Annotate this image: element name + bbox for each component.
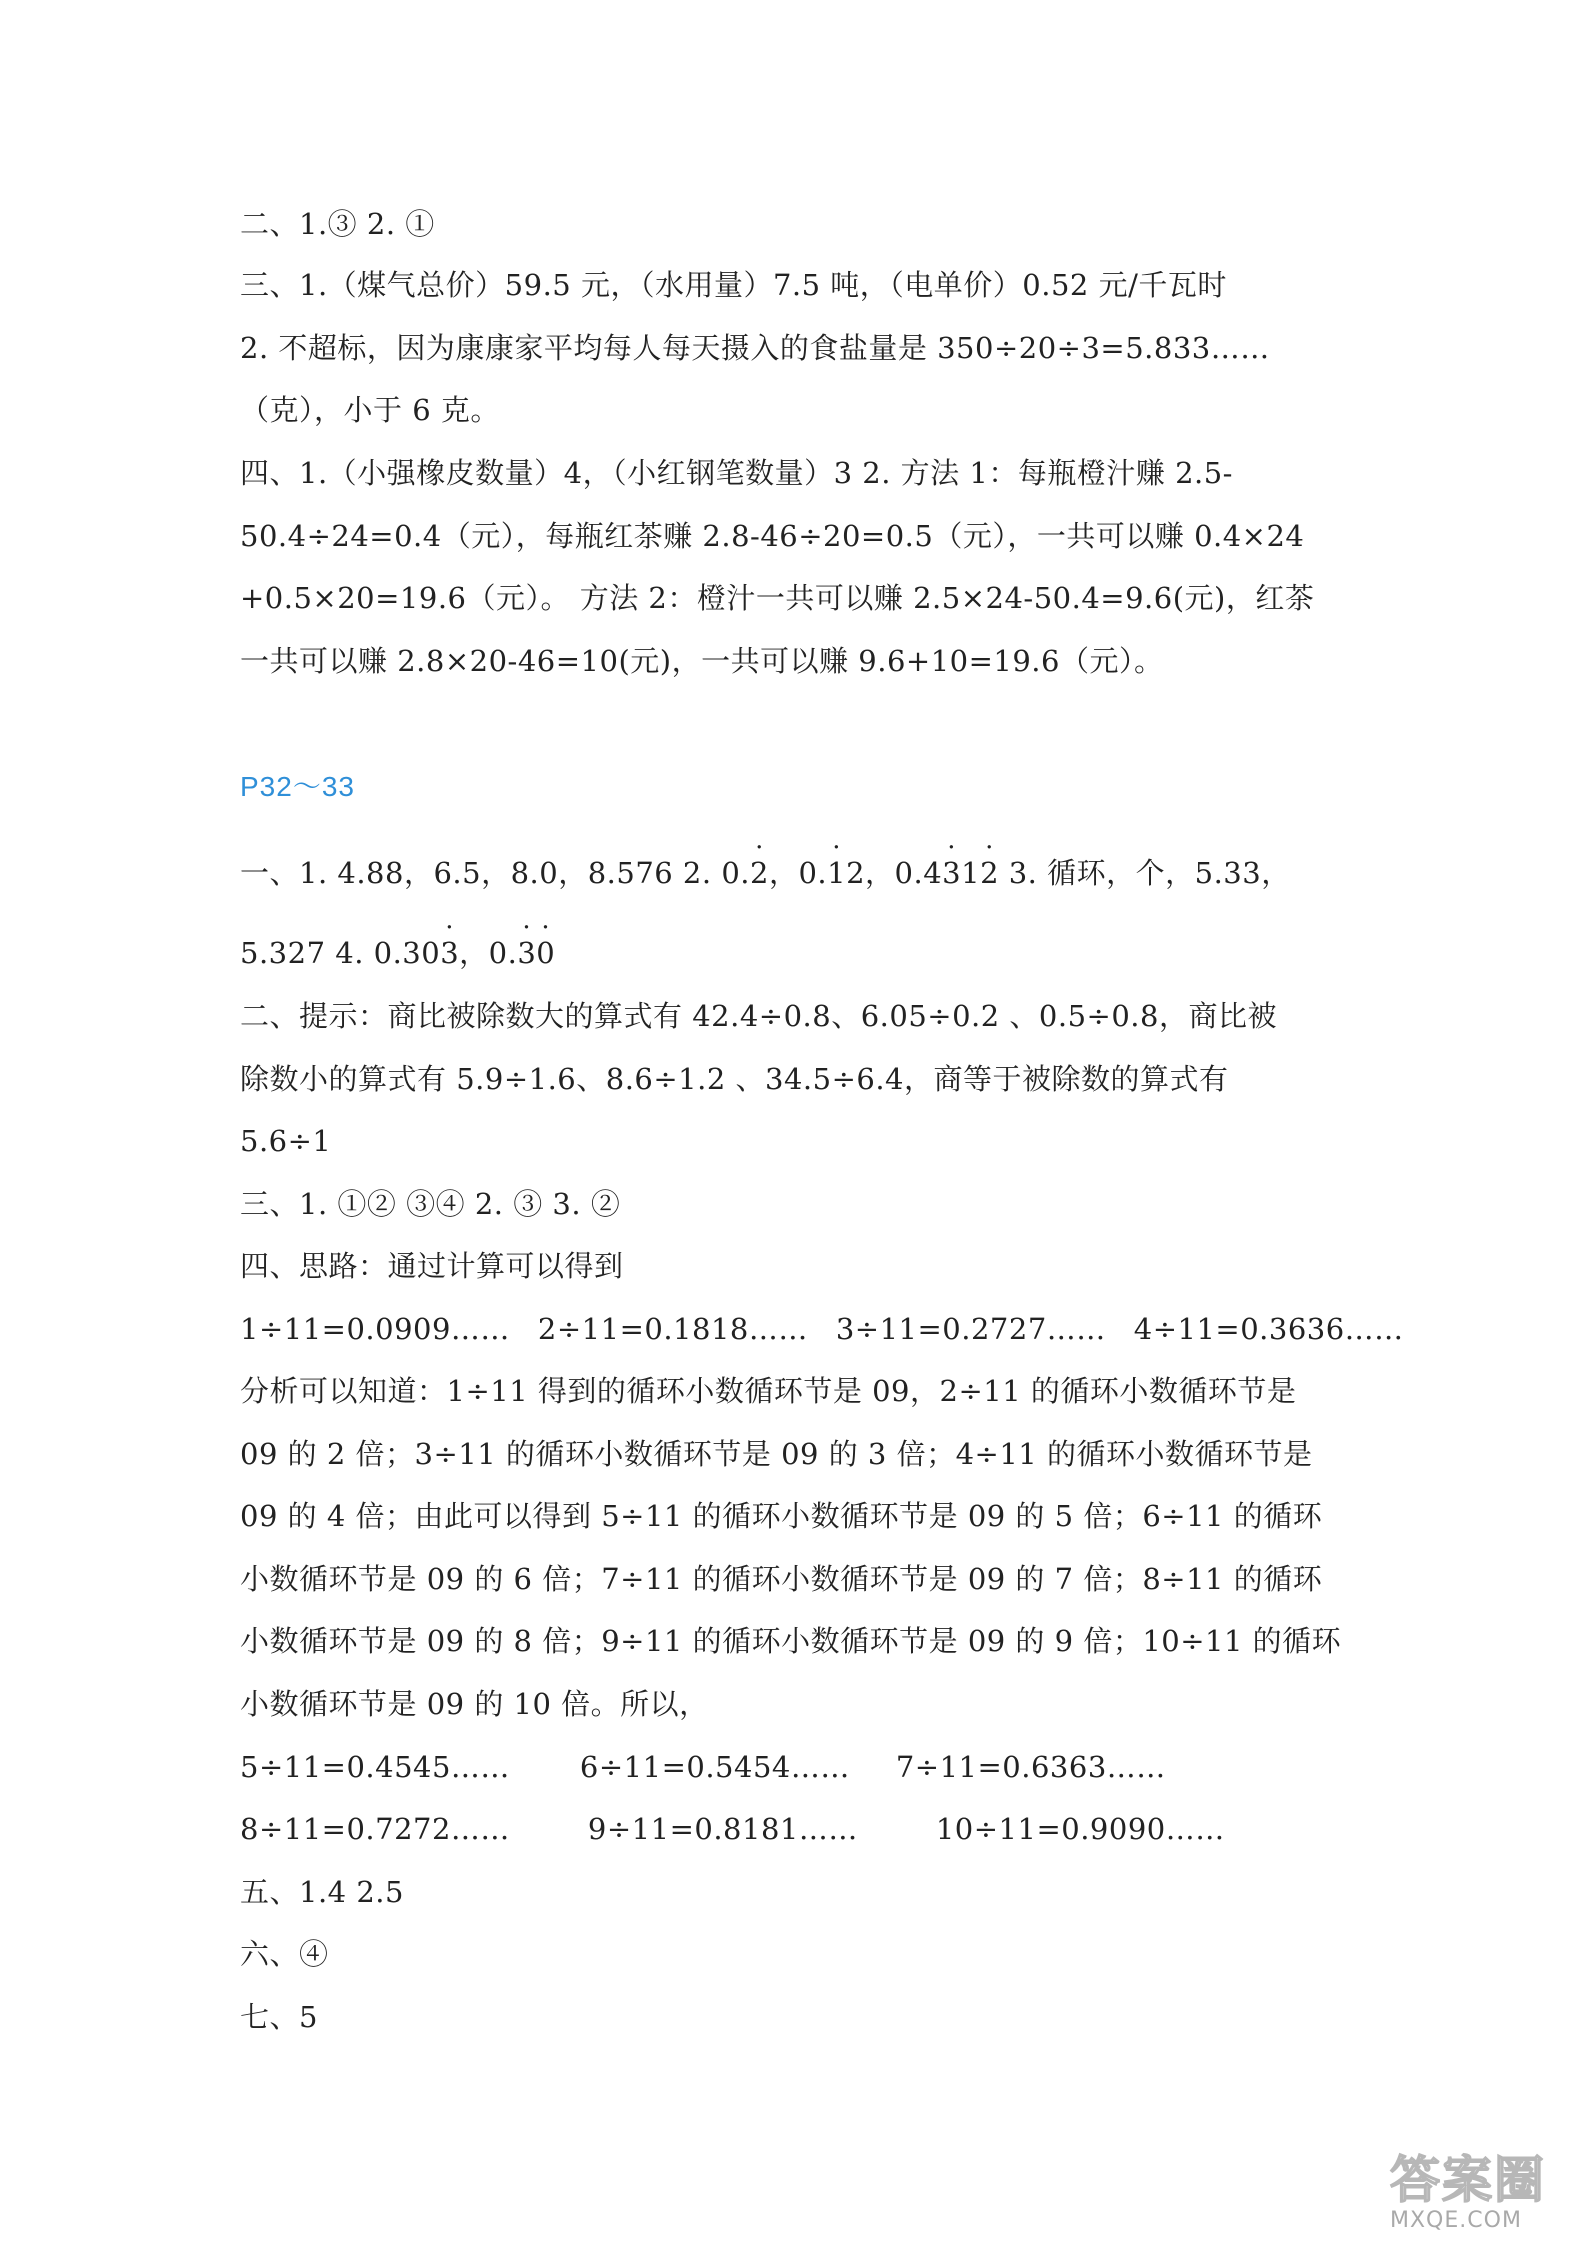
answer-line <box>240 1311 1404 1347</box>
text-segment: ，0. <box>768 856 828 890</box>
equation: 2÷11=0.1818…… <box>537 1312 808 1346</box>
repeating-digit: · 0 <box>536 935 555 971</box>
text-segment: 3. 循环，个，5.33， <box>999 856 1291 890</box>
repeating-digit: · 3 <box>440 935 459 971</box>
answer-line: 50.4÷24=0.4（元），每瓶红茶赚 2.8-46÷20=0.5（元），一共可以赚 0.4×24 <box>240 519 1305 553</box>
watermark <box>1390 2140 1580 2240</box>
answer-line <box>240 855 1291 891</box>
answer-line: 5.6÷1 <box>240 1124 332 1158</box>
answer-line: 六、④ <box>240 1937 329 1971</box>
equation: 7÷11=0.6363…… <box>895 1750 1166 1784</box>
section-title: P32～33 <box>240 771 355 802</box>
text-segment: 一、1. 4.88，6.5，8.0，8.576 2. 0. <box>240 856 750 890</box>
text-segment: 5.327 4. 0.30 <box>240 936 441 970</box>
answer-line: 三、1. ①② ③④ 2. ③ 3. ② <box>240 1187 621 1221</box>
answer-line <box>240 935 555 971</box>
equation: 1÷11=0.0909…… <box>240 1312 510 1346</box>
answer-line: 四、1.（小强橡皮数量）4，（小红钢笔数量）3 2. 方法 1：每瓶橙汁赚 2.5- <box>240 456 1233 490</box>
answer-line: 一共可以赚 2.8×20-46=10(元)，一共可以赚 9.6+10=19.6（元）。 <box>240 644 1164 678</box>
answer-line: 小数循环节是 09 的 10 倍。所以， <box>240 1687 709 1721</box>
text-segment: 2 <box>846 856 866 890</box>
answer-line: 三、1.（煤气总价）59.5 元，（水用量）7.5 吨，（电单价）0.52 元/千瓦时 <box>240 268 1227 302</box>
repeating-digit: · 1 <box>827 855 846 891</box>
answer-line: 五、1.4 2.5 <box>240 1875 404 1909</box>
equation: 10÷11=0.9090…… <box>935 1812 1225 1846</box>
repeating-digit: · 3 <box>517 935 536 971</box>
text-segment: ，0.4 <box>865 856 943 890</box>
equation: 5÷11=0.4545…… <box>240 1750 510 1784</box>
equation: 9÷11=0.8181…… <box>587 1812 858 1846</box>
equation: 4÷11=0.3636…… <box>1133 1312 1404 1346</box>
text-segment: ，0. <box>459 936 518 970</box>
answer-line: 09 的 4 倍；由此可以得到 5÷11 的循环小数循环节是 09 的 5 倍；6÷11 的循环 <box>240 1499 1323 1533</box>
answer-line: 七、5 <box>240 2000 318 2034</box>
equation: 8÷11=0.7272…… <box>240 1812 510 1846</box>
answer-line: 二、1.③ 2. ① <box>240 207 435 241</box>
repeating-digit: · 3 <box>942 855 961 891</box>
answer-line: 二、提示：商比被除数大的算式有 42.4÷0.8、6.05÷0.2 、0.5÷0.8，商比被 <box>240 999 1277 1033</box>
answer-line: 分析可以知道：1÷11 得到的循环小数循环节是 09，2÷11 的循环小数循环节是 <box>240 1374 1297 1408</box>
answer-line: 除数小的算式有 5.9÷1.6、8.6÷1.2 、34.5÷6.4，商等于被除数的算式有 <box>240 1062 1229 1096</box>
answer-line: 09 的 2 倍；3÷11 的循环小数循环节是 09 的 3 倍；4÷11 的循环小数循环节是 <box>240 1437 1313 1471</box>
answer-line <box>240 1811 1225 1847</box>
answer-line: 2. 不超标，因为康康家平均每人每天摄入的食盐量是 350÷20÷3=5.833…… <box>240 331 1270 365</box>
answer-line <box>240 1749 1166 1785</box>
equation: 6÷11=0.5454…… <box>579 1750 850 1784</box>
answer-line: +0.5×20=19.6（元）。 方法 2：橙汁一共可以赚 2.5×24-50.4=9.6(元)，红茶 <box>240 581 1315 615</box>
answer-line: （克），小于 6 克。 <box>240 393 500 427</box>
repeating-digit: · 2 <box>750 855 769 891</box>
repeating-digit: · 2 <box>980 855 999 891</box>
watermark-url: MXQE.COM <box>1390 2208 1522 2233</box>
watermark-logo: 答案圈 <box>1390 2151 1546 2209</box>
answer-line: 小数循环节是 09 的 8 倍；9÷11 的循环小数循环节是 09 的 9 倍；10÷11 的循环 <box>240 1624 1342 1658</box>
answer-line: 小数循环节是 09 的 6 倍；7÷11 的循环小数循环节是 09 的 7 倍；8÷11 的循环 <box>240 1562 1323 1596</box>
text-segment: 1 <box>961 856 981 890</box>
answer-line: 四、思路：通过计算可以得到 <box>240 1249 624 1283</box>
equation: 3÷11=0.2727…… <box>835 1312 1106 1346</box>
